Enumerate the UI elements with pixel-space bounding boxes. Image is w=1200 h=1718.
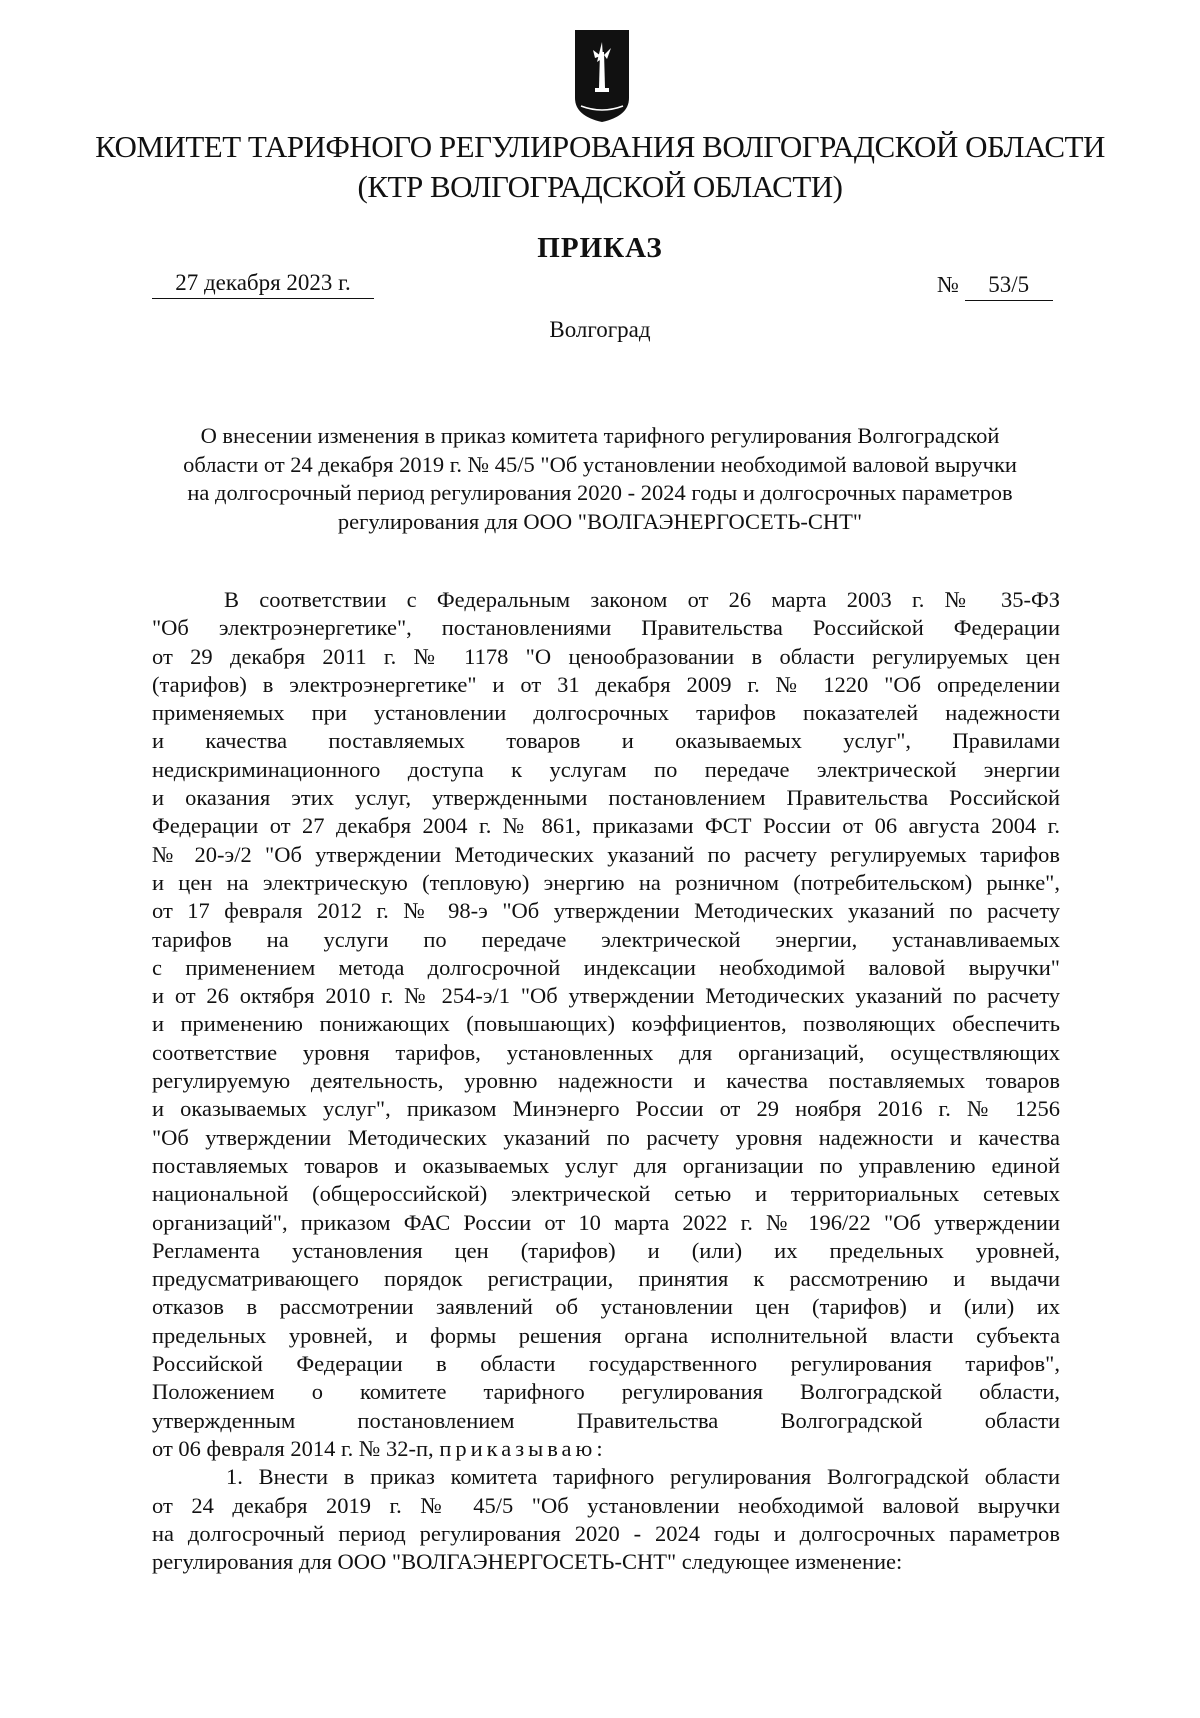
body-line: "Об утверждении Методических указаний по расчету уровня надежности и качества bbox=[152, 1124, 1060, 1150]
body-line: № 20-э/2 "Об утверждении Методических указаний по расчету регулируемых тарифов bbox=[152, 841, 1060, 867]
body-line: национальной (общероссийской) электрической сетью и территориальных сетевых bbox=[152, 1181, 1060, 1207]
organization-name-line-2: (КТР ВОЛГОГРАДСКОЙ ОБЛАСТИ) bbox=[357, 169, 843, 204]
organization-name bbox=[0, 127, 1200, 207]
body-line: поставляемых товаров и оказываемых услуг для организации по управлению единой bbox=[152, 1152, 1060, 1178]
item-1-line: регулирования для ООО "ВОЛГАЭНЕРГОСЕТЬ-СНТ" следующее изменение: bbox=[152, 1549, 903, 1575]
body-line: утвержденным постановлением Правительства Волгоградской области bbox=[152, 1407, 1060, 1433]
item-1-line: на долгосрочный период регулирования 2020 - 2024 годы и долгосрочных параметров bbox=[152, 1520, 1060, 1546]
organization-name-line-1: КОМИТЕТ ТАРИФНОГО РЕГУЛИРОВАНИЯ ВОЛГОГРАДСКОЙ ОБЛАСТИ bbox=[95, 129, 1105, 164]
body-line: организаций", приказом ФАС России от 10 марта 2022 г. № 196/22 "Об утверждении bbox=[152, 1209, 1060, 1235]
order-date: 27 декабря 2023 г. bbox=[152, 270, 374, 299]
order-subject bbox=[150, 422, 1050, 536]
subject-line: О внесении изменения в приказ комитета тарифного регулирования Волгоградской bbox=[200, 423, 1000, 448]
order-directive-word: приказываю: bbox=[439, 1435, 607, 1461]
body-line: Российской Федерации в области государственного регулирования тарифов", bbox=[152, 1351, 1060, 1377]
body-line: предусматривающего порядок регистрации, принятия к рассмотрению и выдачи bbox=[152, 1266, 1060, 1292]
document-type-title: ПРИКАЗ bbox=[537, 232, 663, 264]
body-line: недискриминационного доступа к услугам по передаче электрической энергии bbox=[152, 756, 1060, 782]
body-final-line bbox=[152, 1435, 1060, 1463]
subject-line: области от 24 декабря 2019 г. № 45/5 "Об установлении необходимой валовой выручки bbox=[183, 451, 1017, 477]
subject-line: регулирования для ООО "ВОЛГАЭНЕРГОСЕТЬ-СНТ" bbox=[337, 508, 863, 534]
body-line: и от 26 октября 2010 г. № 254-э/1 "Об утверждении Методических указаний по расчету bbox=[152, 983, 1060, 1009]
body-line: от 17 февраля 2012 г. № 98-э "Об утверждении Методических указаний по расчету bbox=[152, 898, 1060, 924]
order-body bbox=[152, 586, 1060, 1576]
body-line: (тарифов) в электроэнергетике" и от 31 декабря 2009 г. № 1220 "Об определении bbox=[152, 671, 1060, 697]
body-line: с применением метода долгосрочной индексации необходимой валовой выручки" bbox=[152, 954, 1060, 980]
body-line: от 29 декабря 2011 г. № 1178 "О ценообразовании в области регулируемых цен bbox=[152, 643, 1060, 669]
final-line-text: от 06 февраля 2014 г. № 32-п, bbox=[152, 1435, 434, 1461]
city-name: Волгоград bbox=[549, 317, 651, 342]
body-line: и применению понижающих (повышающих) коэффициентов, позволяющих обеспечить bbox=[152, 1011, 1060, 1037]
body-line: Положением о комитете тарифного регулирования Волгоградской области, bbox=[152, 1379, 1060, 1405]
coat-of-arms-emblem bbox=[573, 28, 631, 124]
body-line: и оказываемых услуг", приказом Минэнерго России от 29 ноября 2016 г. № 1256 bbox=[152, 1096, 1060, 1122]
order-number-prefix: № bbox=[937, 272, 959, 297]
body-line: и цен на электрическую (тепловую) энергию на розничном (потребительском) рынке", bbox=[152, 869, 1060, 895]
body-line: предельных уровней, и формы решения органа исполнительной власти субъекта bbox=[152, 1322, 1060, 1348]
body-line: отказов в рассмотрении заявлений об установлении цен (тарифов) и (или) их bbox=[152, 1294, 1060, 1320]
item-1-line: 1. Внести в приказ комитета тарифного регулирования Волгоградской области bbox=[226, 1464, 1060, 1490]
item-1-line: от 24 декабря 2019 г. № 45/5 "Об установлении необходимой валовой выручки bbox=[152, 1492, 1060, 1518]
body-line: соответствие уровня тарифов, установленных для организаций, осуществляющих bbox=[152, 1039, 1060, 1065]
body-line: применяемых при установлении долгосрочных тарифов показателей надежности bbox=[152, 700, 1060, 726]
body-line: тарифов на услуги по передаче электрической энергии, устанавливаемых bbox=[152, 926, 1060, 952]
order-number-block bbox=[937, 272, 1053, 301]
body-line: Федерации от 27 декабря 2004 г. № 861, приказами ФСТ России от 06 августа 2004 г. bbox=[152, 813, 1060, 839]
subject-line: на долгосрочный период регулирования 2020 - 2024 годы и долгосрочных параметров bbox=[187, 480, 1013, 505]
body-line: В соответствии с Федеральным законом от 26 марта 2003 г. № 35-ФЗ bbox=[224, 587, 1060, 612]
body-line: Регламента установления цен (тарифов) и (или) их предельных уровней, bbox=[152, 1237, 1060, 1263]
body-line: регулируемую деятельность, уровню надежности и качества поставляемых товаров bbox=[152, 1068, 1060, 1094]
order-number: 53/5 bbox=[965, 272, 1053, 301]
body-line: "Об электроэнергетике", постановлениями Правительства Российской Федерации bbox=[152, 615, 1060, 641]
body-line: и качества поставляемых товаров и оказываемых услуг", Правилами bbox=[152, 728, 1060, 754]
body-line: и оказания этих услуг, утвержденными постановлением Правительства Российской bbox=[152, 785, 1060, 811]
